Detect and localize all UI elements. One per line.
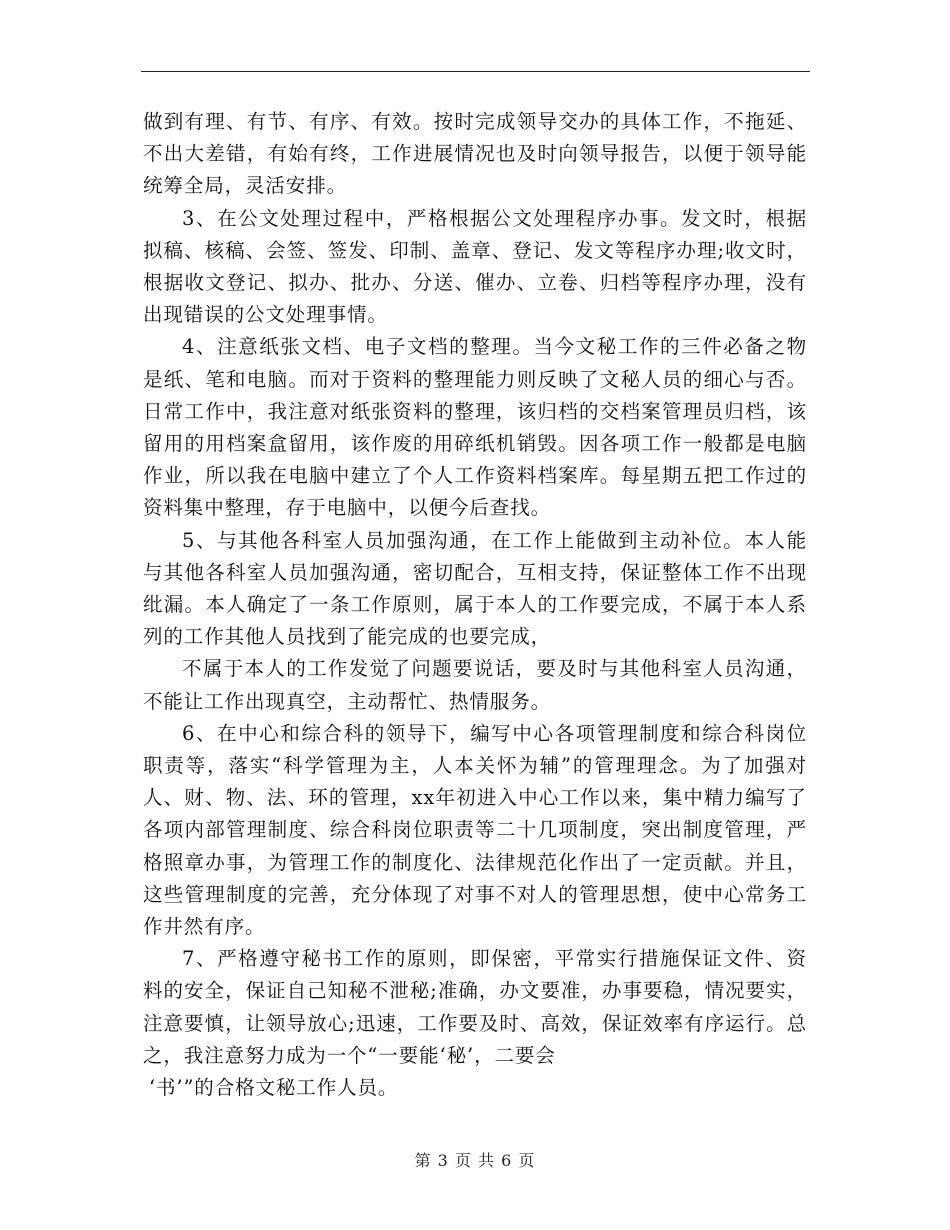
paragraph-item-3: 3、在公文处理过程中，严格根据公文处理程序办事。发文时，根据拟稿、核稿、会签、签发、印制、盖章、登记、发文等程序办理;收文时，根据收文登记、拟办、批办、分送、催办、立卷、归档等程序办理，没有出现错误的公文处理事情。 — [143, 206, 807, 327]
paragraph-item-5-continued: 不属于本人的工作发觉了问题要说话，要及时与其他科室人员沟通，不能让工作出现真空，主动帮忙、热情服务。 — [143, 657, 807, 713]
paragraph-item-7-continued: ‘书’”的合格文秘工作人员。 — [148, 1076, 399, 1100]
paragraph-item-4: 4、注意纸张文档、电子文档的整理。当今文秘工作的三件必备之物是纸、笔和电脑。而对于资料的整理能力则反映了文秘人员的细心与否。日常工作中，我注意对纸张资料的整理，该归档的交档案管理员归档，该留用的用档案盒留用，该作废的用碎纸机销毁。因各项工作一般都是电脑作业，所以我在电脑中建立了个人工作资料档案库。每星期五把工作过的资料集中整理，存于电脑中，以便今后查找。 — [143, 335, 807, 520]
paragraph-item-5: 5、与其他各科室人员加强沟通，在工作上能做到主动补位。本人能与其他各科室人员加强沟通，密切配合，互相支持，保证整体工作不出现纰漏。本人确定了一条工作原则，属于本人的工作要完成，不属于本人系列的工作其他人员找到了能完成的也要完成， — [143, 528, 807, 649]
paragraph-item-6: 6、在中心和综合科的领导下，编写中心各项管理制度和综合科岗位职责等，落实“科学管理为主，人本关怀为辅”的管理理念。为了加强对人、财、物、法、环的管理，xx年初进入中心工作以来，集中精力编写了各项内部管理制度、综合科岗位职责等二十几项制度，突出制度管理，严格照章办事，为管理工作的制度化、法律规范化作出了一定贡献。并且，这些管理制度的完善，充分体现了对事不对人的管理思想，使中心常务工作井然有序。 — [143, 721, 807, 939]
document-body — [143, 106, 807, 1104]
header-rule — [141, 71, 810, 72]
paragraph-continuation: 做到有理、有节、有序、有效。按时完成领导交办的具体工作，不拖延、不出大差错，有始有终，工作进展情况也及时向领导报告，以便于领导能统筹全局，灵活安排。 — [143, 110, 807, 198]
page-number-footer: 第 3 页 共 6 页 — [414, 1151, 536, 1170]
paragraph-item-7: 7、严格遵守秘书工作的原则，即保密，平常实行措施保证文件、资料的安全，保证自己知秘不泄秘;准确，办文要准，办事要稳，情况要实，注意要慎，让领导放心;迅速，工作要及时、高效，保证效率有序运行。总之，我注意努力成为一个“一要能‘秘’，二要会 — [143, 947, 807, 1067]
